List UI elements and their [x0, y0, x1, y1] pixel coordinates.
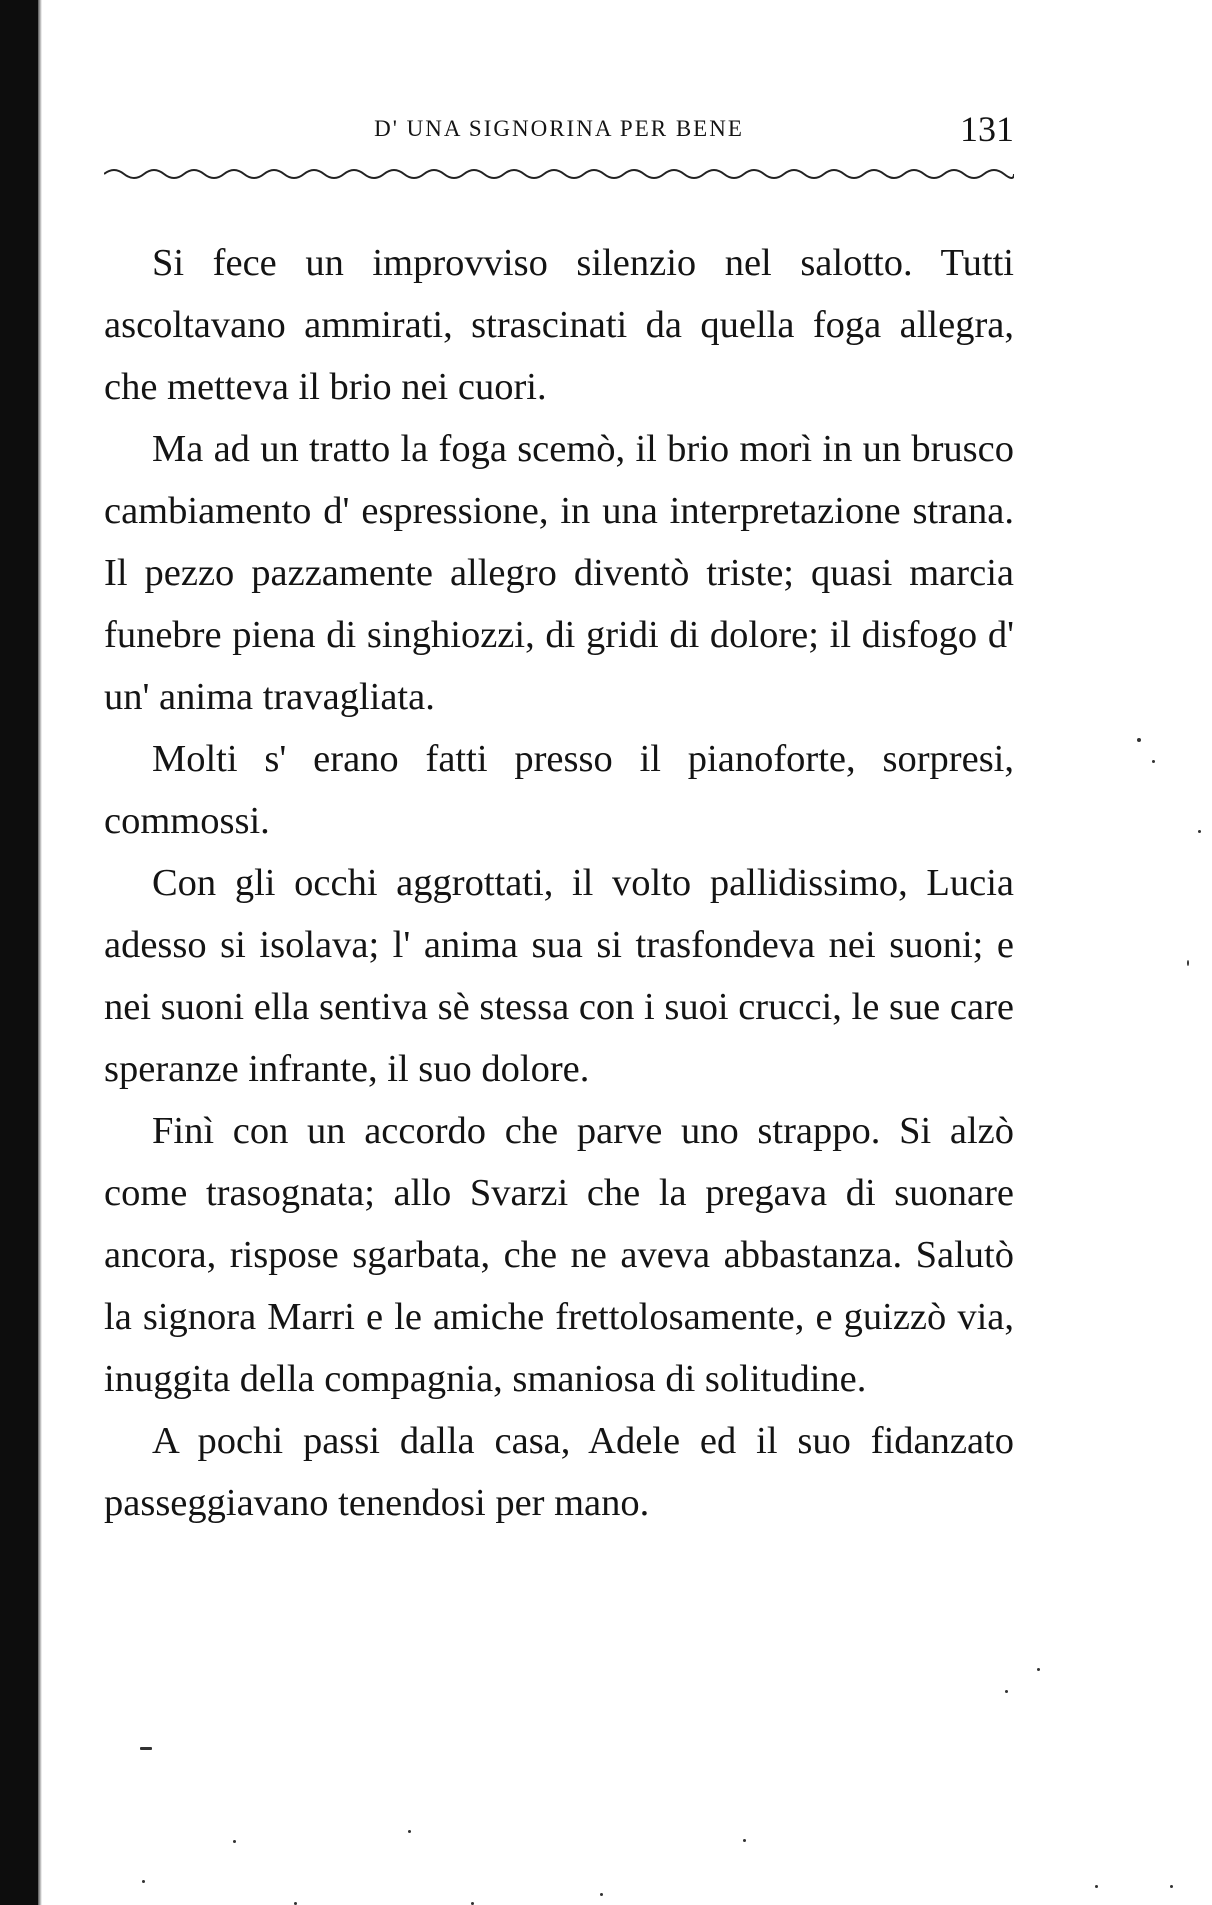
book-page [104, 108, 1014, 1534]
paragraph-4: Con gli occhi aggrottati, il volto pallidissimo, Lucia adesso si isolava; l' anima sua si trasfondeva nei suoni; e nei suoni ella sentiva sè stessa con i suoi crucci, le sue care speranze infrante, il suo dolore. [104, 862, 1014, 1090]
book-spine-shadow [0, 0, 38, 1905]
paragraph-2: Ma ad un tratto la foga scemò, il brio morì in un brusco cambiamento d' espressione, in una interpretazione strana. Il pezzo pazzamente allegro diventò triste; quasi marcia funebre piena di singhiozzi, di gridi di dolore; il disfogo d' un' anima travagliata. [104, 428, 1014, 718]
body-text [104, 232, 1014, 1534]
running-title: D' UNA SIGNORINA PER BENE [374, 116, 744, 141]
book-spine-edge [38, 0, 42, 1905]
page-number: 131 [960, 109, 1014, 149]
running-head [104, 108, 1014, 154]
paragraph-3: Molti s' erano fatti presso il pianoforte, sorpresi, commossi. [104, 738, 1014, 842]
wavy-rule-ornament [104, 164, 1014, 184]
paragraph-5: Finì con un accordo che parve uno strappo. Si alzò come trasognata; allo Svarzi che la pregava di suonare ancora, rispose sgarbata, che ne aveva abbastanza. Salutò la signora Marri e le amiche frettolosamente, e guizzò via, inuggita della compagnia, smaniosa di solitudine. [104, 1110, 1014, 1400]
paragraph-1: Si fece un improvviso silenzio nel salotto. Tutti ascoltavano ammirati, strascinati da quella foga allegra, che metteva il brio nei cuori. [104, 242, 1014, 408]
paragraph-6: A pochi passi dalla casa, Adele ed il suo fidanzato passeggiavano tenendosi per mano. [104, 1420, 1014, 1524]
